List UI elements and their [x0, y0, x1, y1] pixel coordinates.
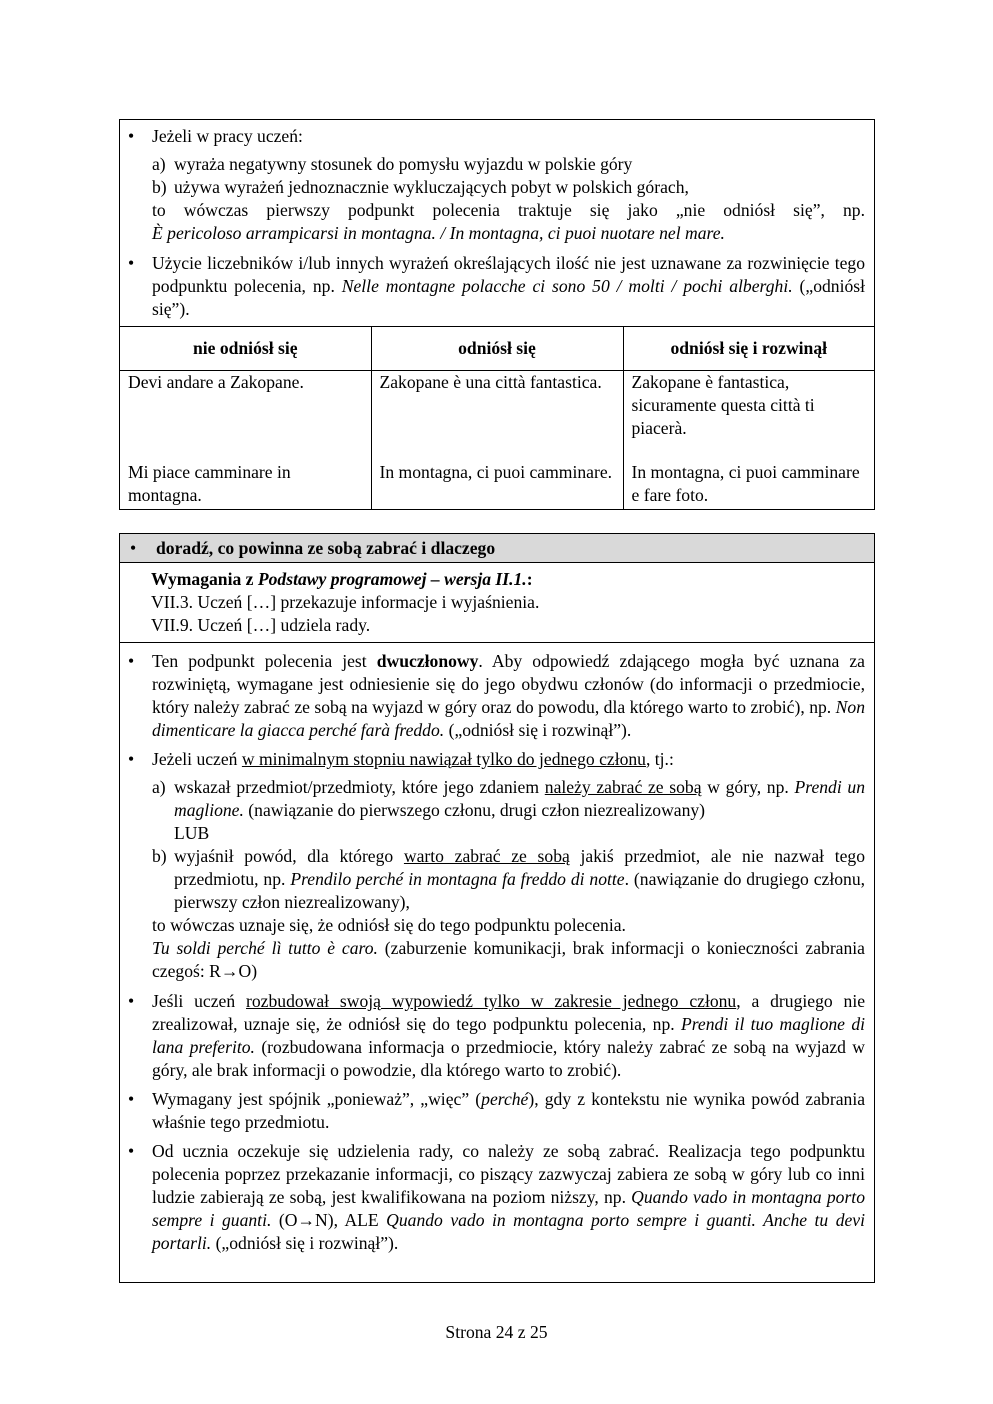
requirement-item: VII.9. Uczeń […] udziela rady. — [151, 615, 371, 635]
bullet-expanded-one-part — [120, 990, 874, 1082]
table-cell: Zakopane è fantastica, sicuramente questa città ti piacerà. — [623, 371, 874, 462]
example-text: È pericoloso arrampicarsi in montagna. / In montagna, ci puoi nuotare nel mare. — [152, 223, 725, 243]
criteria-box-2 — [119, 533, 875, 1283]
example-text: Non dimenticare la giacca perché farà freddo. — [152, 697, 865, 740]
page-number: Strona 24 z 25 — [445, 1322, 548, 1342]
example-text: Prendi il tuo maglione di lana preferito. — [152, 1014, 865, 1057]
or-label: LUB — [174, 823, 210, 843]
bullet-negative-attitude — [120, 125, 874, 148]
notes-section-1 — [120, 120, 874, 327]
bullet-intro: Jeżeli w pracy uczeń: — [152, 126, 303, 146]
table-header-row — [120, 327, 874, 371]
requirement-item: VII.3. Uczeń […] przekazuje informacje i wyjaśnienia. — [151, 592, 540, 612]
then-text: to wówczas pierwszy podpunkt polecenia traktuje się jako „nie odniósł się”, np. — [152, 200, 865, 220]
header-addressed-developed: odniósł się i rozwinął — [623, 327, 874, 371]
example-line — [120, 937, 874, 983]
table-row — [120, 371, 874, 462]
text: , a drugiego nie zrealizował, uznaje się, że odniósł się do tego podpunktu polecenia, np. — [152, 991, 866, 1034]
table-cell: Mi piace camminare in montagna. — [120, 461, 371, 509]
req-italic: Podstawy programowej – wersja II.1. — [257, 569, 527, 589]
underlined-text: rozbudował swoją wypowiedź tylko w zakresie jednego członu — [246, 991, 737, 1011]
section-header-text: • doradź, co powinna ze sobą zabrać i dlaczego — [156, 538, 496, 558]
italic-text: perché — [481, 1089, 529, 1109]
req-label: Wymagania z — [151, 569, 254, 589]
table-cell: In montagna, ci puoi camminare e fare foto. — [623, 461, 874, 509]
example-text: Quando vado in montagna porto sempre i guanti. — [152, 1187, 865, 1230]
requirements-section — [120, 563, 874, 643]
text: (rozbudowana informacja o przedmiocie, który należy zabrać ze sobą na wyjazd w góry, ale brak informacji o powodzie, dla którego warto to zrobić). — [152, 1037, 866, 1080]
requirements-title — [151, 568, 874, 591]
text: („odniósł się i rozwinął”). — [215, 1233, 399, 1253]
text: . Aby odpowiedź zdającego mogła być uznana za rozwiniętą, wymagane jest odniesienie się do jego obydwu członów (do informacji o przedmiocie, który należy zabrać ze sobą na wyjazd w góry oraz do powodu, dla którego warto to zrobić), np. — [152, 651, 865, 717]
bullet-two-part — [120, 650, 874, 742]
bullet-advice — [120, 1140, 874, 1255]
text: , tj.: — [645, 749, 674, 769]
bullet-numerals — [120, 252, 874, 321]
text: wskazał przedmiot/przedmioty, które jego zdaniem — [174, 777, 540, 797]
sub-item-b — [120, 845, 874, 914]
text: Od ucznia oczekuje się udzielenia rady, co należy ze sobą zabrać. Realizacja tego podpunktu polecenia poprzez przekazanie informacji, co piszący zazwyczaj zabiera ze sobą w góry lub co inni ludzie zabierają ze sobą, jest kwalifikowana na poziom niższy, np. — [152, 1141, 865, 1207]
bullet-conjunction — [120, 1088, 874, 1134]
then-line — [120, 199, 874, 222]
text: (zaburzenie komunikacji, brak informacji o konieczności zabrania czegoś: R→O) — [152, 938, 865, 981]
sub-item-a — [120, 153, 874, 176]
header-not-addressed: nie odniósł się — [120, 327, 371, 371]
underlined-text: należy zabrać ze sobą — [544, 777, 702, 797]
text: w góry, np. — [707, 777, 789, 797]
sub-item-a — [120, 776, 874, 845]
example-text: Prendilo perché in montagna fa freddo di notte — [290, 869, 625, 889]
text: Ten podpunkt polecenia jest — [152, 651, 367, 671]
req-colon: : — [526, 569, 533, 589]
text: (nawiązanie do pierwszego członu, drugi człon niezrealizowany) — [248, 800, 706, 820]
text: Jeśli uczeń — [152, 991, 236, 1011]
sub-text: używa wyrażeń jednoznacznie wykluczających pobyt w polskich górach, — [174, 177, 689, 197]
bold-text: dwuczłonowy — [376, 651, 479, 671]
bullet-tail: („odniósł się”). — [152, 276, 866, 319]
examples-table — [120, 327, 874, 509]
bullet-text: Użycie liczebników i/lub innych wyrażeń określających ilość nie jest uznawane za rozwinięcie tego podpunktu polecenia, np. — [152, 253, 865, 296]
text: Jeżeli uczeń — [152, 749, 238, 769]
text: ), gdy z kontekstu nie wynika powód zabrania właśnie tego przedmiotu. — [152, 1089, 866, 1132]
section-header — [120, 534, 874, 563]
table-row — [120, 461, 874, 509]
table-cell: In montagna, ci puoi camminare. — [371, 461, 623, 509]
underlined-text: warto zabrać ze sobą — [403, 846, 570, 866]
bullet-one-part — [120, 748, 874, 771]
underlined-text: w minimalnym stopniu nawiązał tylko do jednego członu — [241, 749, 646, 769]
sub-text: wyraża negatywny stosunek do pomysłu wyjazdu w polskie góry — [174, 154, 633, 174]
text: wyjaśnił powód, dla którego — [174, 846, 394, 866]
example-line — [120, 222, 874, 245]
text: jakiś przedmiot, ale nie nazwał tego przedmiotu, np. — [174, 846, 866, 889]
text: („odniósł się i rozwinął”). — [448, 720, 632, 740]
example-text: Quando vado in montagna porto sempre i guanti. Anche tu devi portarli. — [152, 1210, 865, 1253]
example-text: Nelle montagne polacche ci sono 50 / molti / pochi alberghi. — [341, 276, 793, 296]
sub-label: b) — [152, 177, 167, 197]
notes-section-2 — [120, 643, 874, 1255]
header-addressed: odniósł się — [371, 327, 623, 371]
text: (O→N), ALE — [278, 1210, 379, 1230]
examples-table-section — [120, 327, 874, 509]
sub-label: a) — [152, 154, 166, 174]
sub-item-b — [120, 176, 874, 199]
example-text: Prendi un maglione. — [174, 777, 866, 820]
criteria-box-1 — [119, 119, 875, 510]
table-cell: Zakopane è una città fantastica. — [371, 371, 623, 462]
text: . (nawiązanie do drugiego członu, pierwszy człon niezrealizowany), — [174, 869, 866, 912]
sub-label: b) — [152, 846, 167, 866]
sub-label: a) — [152, 777, 166, 797]
text: Wymagany jest spójnik „ponieważ”, „więc” ( — [152, 1089, 482, 1109]
then-line — [120, 914, 874, 937]
table-cell: Devi andare a Zakopane. — [120, 371, 371, 462]
example-text: Tu soldi perché lì tutto è caro. — [152, 938, 378, 958]
text: to wówczas uznaje się, że odniósł się do tego podpunktu polecenia. — [152, 915, 626, 935]
